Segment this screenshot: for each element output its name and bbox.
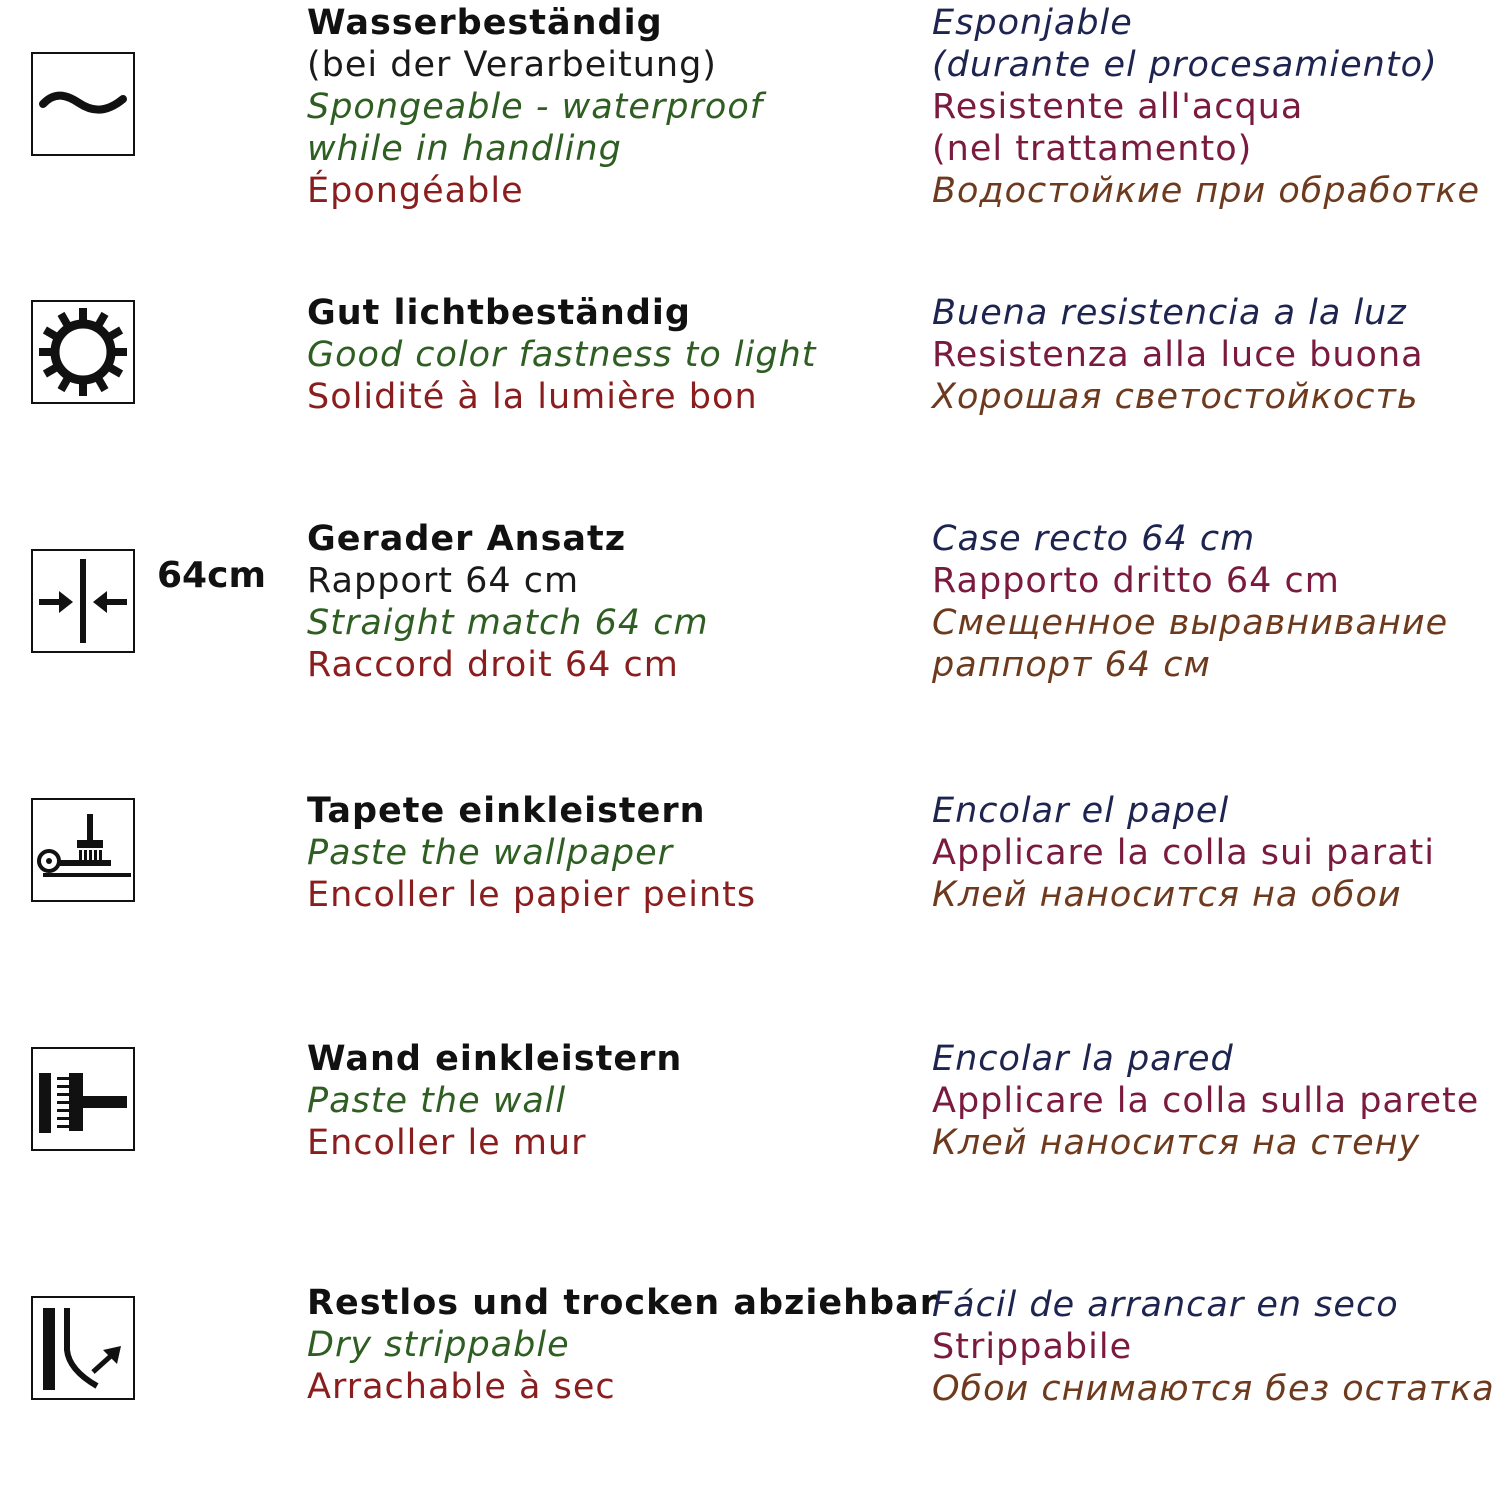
paste-wallpaper-icon: [31, 798, 135, 902]
text-column-es-it-ru: [932, 518, 1448, 686]
label-ru: Водостойкие при обработке: [932, 171, 1481, 211]
label-de: Restlos und trocken abziehbar: [307, 1283, 938, 1323]
label-en: Paste the wall: [307, 1081, 567, 1121]
sun-icon: [31, 300, 135, 404]
label-it: Resistenza alla luce buona: [932, 335, 1424, 375]
symbol-row-light-fastness: [0, 260, 1500, 500]
label-ru: Клей наносится на стену: [932, 1123, 1421, 1163]
repeat-length-badge: 64cm: [157, 555, 266, 596]
dry-strippable-icon: [31, 1296, 135, 1400]
label-es: Encolar la pared: [932, 1039, 1234, 1079]
symbol-row-paste-wallpaper: [0, 760, 1500, 1000]
label-it-detail: (nel trattamento): [932, 129, 1253, 169]
label-de: Gut lichtbeständig: [307, 293, 691, 333]
label-es-detail: (durante el procesamiento): [932, 45, 1438, 85]
label-ru: Хорошая светостойкость: [932, 377, 1419, 417]
label-es: Fácil de arrancar en seco: [932, 1285, 1399, 1325]
symbol-row-dry-strippable: [0, 1260, 1500, 1500]
sponge-wave-icon: [31, 52, 135, 156]
label-es: Buena resistencia a la luz: [932, 293, 1407, 333]
text-column-de-en-fr: [307, 1282, 938, 1408]
label-ru-detail: раппорт 64 см: [932, 645, 1211, 685]
text-column-de-en-fr: [307, 1038, 682, 1164]
label-en: Dry strippable: [307, 1325, 570, 1365]
label-it: Applicare la colla sulla parete: [932, 1081, 1480, 1121]
label-fr: Encoller le mur: [307, 1123, 587, 1163]
label-en: Paste the wallpaper: [307, 833, 674, 873]
label-it: Rapporto dritto 64 cm: [932, 561, 1340, 601]
label-ru: Обои снимаются без остатка: [932, 1369, 1495, 1409]
label-fr: Épongéable: [307, 171, 524, 211]
text-column-es-it-ru: [932, 1284, 1495, 1410]
label-de-detail: Rapport 64 cm: [307, 561, 580, 601]
label-de: Tapete einkleistern: [307, 791, 706, 831]
label-de: Gerader Ansatz: [307, 519, 627, 559]
label-de: Wasserbeständig: [307, 3, 663, 43]
symbol-row-straight-match: [0, 510, 1500, 750]
text-column-de-en-fr: [307, 292, 816, 418]
label-it: Applicare la colla sui parati: [932, 833, 1435, 873]
label-en-detail: while in handling: [307, 129, 622, 169]
text-column-es-it-ru: [932, 292, 1424, 418]
symbol-row-spongeable: [0, 0, 1500, 240]
text-column-es-it-ru: [932, 1038, 1479, 1164]
text-column-de-en-fr: [307, 518, 709, 686]
label-es: Encolar el papel: [932, 791, 1230, 831]
label-en: Good color fastness to light: [307, 335, 817, 375]
text-column-de-en-fr: [307, 790, 756, 916]
text-column-de-en-fr: [307, 2, 763, 212]
label-en: Straight match 64 cm: [307, 603, 709, 643]
label-de-detail: (bei der Verarbeitung): [307, 45, 717, 85]
label-fr: Arrachable à sec: [307, 1367, 616, 1407]
text-column-es-it-ru: [932, 790, 1435, 916]
label-en: Spongeable - waterproof: [307, 87, 764, 127]
label-fr: Encoller le papier peints: [307, 875, 757, 915]
label-ru: Смещенное выравнивание: [932, 603, 1449, 643]
text-column-es-it-ru: [932, 2, 1480, 212]
label-ru: Клей наносится на обои: [932, 875, 1402, 915]
label-es: Case recto 64 cm: [932, 519, 1256, 559]
label-it: Resistente all'acqua: [932, 87, 1304, 127]
label-es: Esponjable: [932, 3, 1133, 43]
straight-match-icon: [31, 549, 135, 653]
label-it: Strippabile: [932, 1327, 1133, 1367]
label-de: Wand einkleistern: [307, 1039, 683, 1079]
label-fr: Raccord droit 64 cm: [307, 645, 679, 685]
paste-wall-icon: [31, 1047, 135, 1151]
symbol-row-paste-wall: [0, 1010, 1500, 1250]
label-fr: Solidité à la lumière bon: [307, 377, 758, 417]
